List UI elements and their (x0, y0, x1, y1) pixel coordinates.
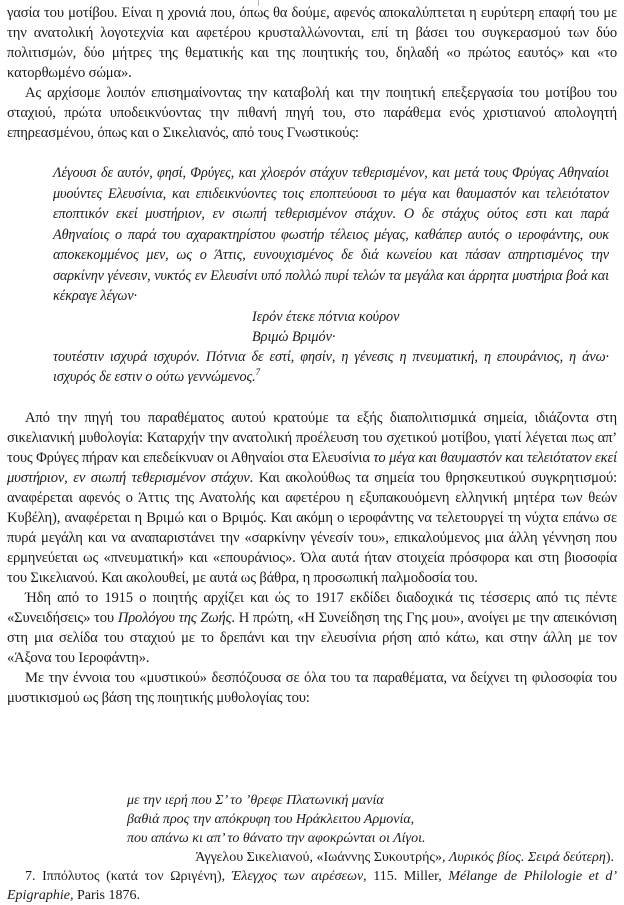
citation-text-2: ). (605, 849, 614, 865)
analysis-text-1: Από την πηγή του παραθέματος αυτού κρατούμε τα εξής διαπολιτισμικά σημεία, ιδιάζοντα στη σικελιανική μυθολογία: Καταρχήν την ανατολική προέλευση του σχετικού μοτίβου, γιατί λέγεται πως απ’ τους Φρύγες πήραν και επεδείκνυαν οι Αθηναίοι στα Ελευσίνια (7, 409, 617, 466)
paragraph-continuation: γασία του μοτίβου. Είναι η χρονιά που, όπως θα δούμε, αφενός αποκαλύπτεται η ευρύτερη επαφή του με την ανατολική λογοτεχνία και αφετέρου κρυσταλλώνονται, επί τη βάσει του συγκερασμού των δύο πολιτισμών, δύο μήτρες της θεματικής και της ποιητικής του, δηλαδή «ο πρώτος εαυτός» και «το κατορθωμένο σώμα». (7, 5, 617, 81)
block-quote-hippolytus: Λέγουσι δε αυτόν, φησί, Φρύγες, και χλοερόν στάχυν τεθερισμένον, και μετά τους Φρύγας Αθηναίοι μυούντες Ελευσίνια, και επιδεικνύοντες τοις εποπτεύουσι το μέγα και θαυμαστόν και τελειότατον εποπτικόν εκεί μυστήριον, εν σιωπή τεθερισμένον στάχυν. Ο δε στάχυς ούτος εστι και παρά Αθηναίοις ο παρά του αχαρακτηρίστου φωστήρ τέλειος μέγας, καθάπερ αυτός ο ιεροφάντης, ουκ αποκεκομμένος μεν, ως ο Άττις, ευνουχισμένος δε διά κωνείου και πάσαν απηρτισμένος την σαρκίνην γένεσιν, νυκτός εν Ελευσίνι υπό πολλώ πυρί τελών τα μεγάλα και άρρητα μυστήρια βοά και κέκραγε λέγων· (53, 165, 609, 304)
paragraph-intro-quote: Ας αρχίσομε λοιπόν επισημαίνοντας την καταβολή και την ποιητική επεξεργασία του μοτίβου του σταχιού, πρώτα υποδεικνύοντας την πιθανή πηγή του, στο παράθεμα ενός χριστιανού απολογητή επηρεασμένου, όπως και ο Σικελιανός, από τους Γνωστικούς: (7, 85, 617, 141)
citation-text-1: Άγγελου Σικελιανού, «Ιωάννης Συκουτρής», (195, 849, 449, 865)
paragraph-mysticism: Με την έννοια του «μυστικού» δεσπόζουσα σε όλα του τα παραθέματα, να δείχνει τη φιλοσοφία του μυστικισμού ως βάση της ποιητικής μυθολογίας του: (7, 669, 617, 706)
footnote-text-3: Paris 1876. (73, 887, 140, 903)
quote-continuation-text: τουτέστιν ισχυρά ισχυρόν. Πότνια δε εστί, φησίν, η γένεσις η πνευματική, η επουράνιος, η άνω· ισχυρός δε εστιν ο ούτω γεννώμενος. (53, 348, 609, 385)
poem-excerpt (7, 791, 617, 848)
footnote-7 (7, 867, 617, 905)
citation-book-title: Λυρικός βίος. Σειρά δεύτερη (448, 849, 606, 865)
quote-verse-line-2: Βριμώ Βριμόν· (252, 328, 336, 345)
analysis-text-2: . Και ακολούθως τα σημεία του θρησκευτικού συγκρητισμού: αναφέρεται αφενός ο Άττις της Ανατολής και αφετέρου η εξυπακουόμενη ελληνική μητέρα των θεών Κυβέλη), αναφέρεται η Βριμώ και ο Βριμός. Και ακόμη ο ιεροφάντης να τελετουργεί τη νύχτα επάνω σε πυρά μεγάλη και να αναπαριστάνει την «σαρκίνην γένεσίν του», επικαλούμενος μια άλλη γέννηση που ερμηνεύεται ως «πνευματική» και «επουράνιος». Όλα αυτά ήταν στοιχεία πρόσφορα και στη βιοσοφία του Σικελιανού. Και ακολουθεί, με αυτά ως βάθρα, η προσωπική παλμοδοσία του. (7, 469, 617, 586)
document-page (7, 3, 617, 905)
paragraph-prologue (7, 588, 617, 668)
footnote-reference[interactable]: 7 (255, 367, 260, 377)
quote-verse-line-1: Ιερόν έτεκε πότνια κούρον (252, 308, 400, 325)
footnote-title-2: Mélange de Philologie et d’ Epigraphie, (7, 868, 617, 903)
analysis-italic-quote: το μέγα και θαυμαστόν και τελειότατον εκεί μυστήριον, εν σιωπή τεθερισμένον στάχυν (7, 449, 617, 486)
paragraph-analysis (7, 408, 617, 588)
block-quote-continuation (53, 347, 609, 388)
poem-line-1: με την ιερή που Σ’ το ’θρεφε Πλατωνική μανία (127, 792, 384, 808)
footnote-title-1: Έλεγχος των αιρέσεων, (231, 868, 367, 884)
prologue-book-title: Προλόγου της Ζωής (117, 609, 232, 626)
poem-line-3: που απάνω κι απ’ το θάνατο την αφοκρώνται οι Λίγοι. (127, 830, 426, 846)
prologue-text-2: . Η πρώτη, «Η Συνείδηση της Γης μου», ανοίγει με την απεικόνιση στη μια σελίδα του σταχιού με το δρεπάνι και την ελευσίνια ρήση από κάτω, και στην άλλη με τον «Άξονα του Ιεροφάντη». (7, 609, 617, 666)
footnote-text-1: 7. Ιππόλυτος (κατά τον Ωριγένη), (25, 868, 232, 884)
poem-line-2: βαθιά προς την απόκρυφη του Ηράκλειτου Αρμονία, (127, 811, 415, 827)
footnote-text-2: 115. Miller, (366, 868, 449, 884)
prologue-text-1: Ήδη από το 1915 ο ποιητής αρχίζει και ώς το 1917 εκδίδει διαδοχικά τις τέσσερις από τις πέντε «Συνειδήσεις» του (7, 589, 617, 626)
